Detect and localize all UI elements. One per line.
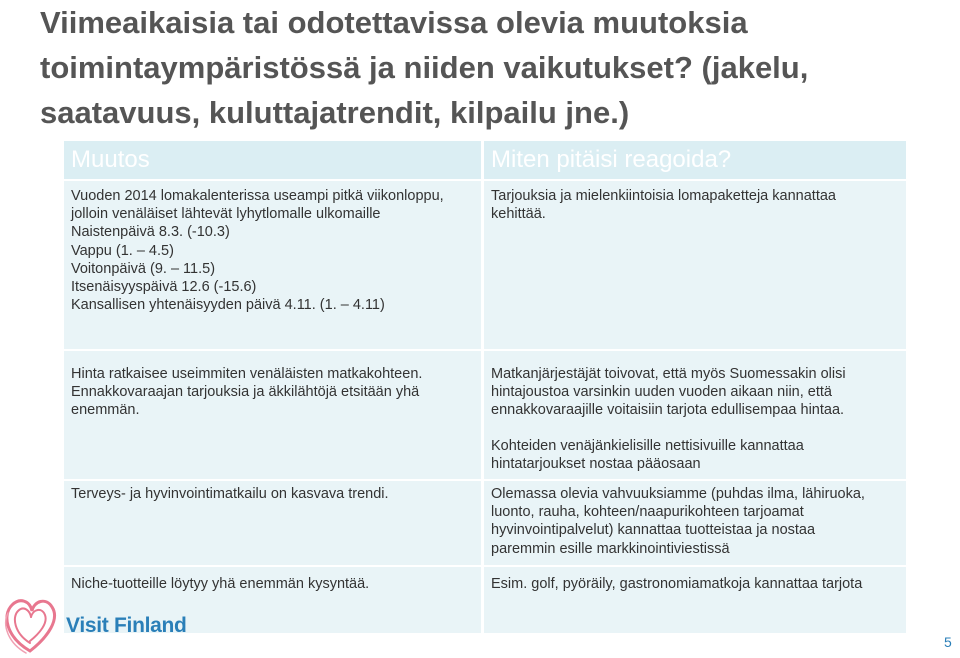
page-number: 5 [944, 634, 952, 650]
cell-line: paremmin esille markkinointiviestissä [491, 540, 730, 557]
cell-line: Naistenpäivä 8.3. (-10.3) [71, 224, 230, 241]
cell-line: Hinta ratkaisee useimmiten venäläisten matkakohteen. [71, 366, 423, 382]
table-row [64, 481, 906, 567]
cell-change [64, 351, 481, 481]
cell-line: Ennakkovaraajan tarjouksia ja äkkilähtöjä etsitään yhä [71, 384, 420, 401]
cell-reaction [481, 181, 906, 351]
cell-reaction [481, 567, 906, 635]
cell-line: Vappu (1. – 4.5) [71, 242, 174, 259]
header-muutos: Muutos [64, 141, 481, 181]
header-miten-reagoida: Miten pitäisi reagoida? [481, 141, 906, 181]
cell-reaction [481, 351, 906, 481]
slide-title [40, 0, 920, 135]
table-row [64, 181, 906, 351]
cell-line: hyvinvointipalvelut) kannattaa tuotteistaa ja nostaa [491, 522, 816, 539]
cell-line: Vuoden 2014 lomakalenterissa useampi pitkä viikonloppu, [71, 188, 444, 204]
title-line: Viimeaikaisia tai odotettavissa olevia muutoksia [40, 5, 748, 40]
cell-change [64, 181, 481, 351]
cell-line: Kohteiden venäjänkielisille nettisivuille kannattaa [491, 437, 804, 454]
cell-change [64, 481, 481, 567]
cell-line: Voitonpäivä (9. – 11.5) [71, 260, 216, 277]
cell-line: Niche-tuotteille löytyy yhä enemmän kysyntää. [71, 576, 370, 593]
cell-line: enemmän. [71, 402, 140, 419]
table-row [64, 351, 906, 481]
cell-line: luonto, rauha, kohteen/naapurikohteen tarjoamat [491, 504, 804, 521]
cell-line: Itsenäisyyspäivä 12.6 (-15.6) [71, 279, 257, 296]
cell-line: jolloin venäläiset lähtevät lyhytlomalle ulkomaille [71, 206, 381, 223]
changes-table [64, 141, 906, 635]
cell-line: Kansallisen yhtenäisyyden päivä 4.11. (1. – 4.11) [71, 297, 385, 314]
cell-line: ennakkovaraajille voitaisiin tarjota edullisempaa hintaa. [491, 402, 845, 419]
cell-line: Tarjouksia ja mielenkiintoisia lomapaketteja kannattaa [491, 188, 836, 204]
cell-reaction [481, 481, 906, 567]
paragraph-gap [491, 420, 898, 437]
title-line: saatavuus, kuluttajatrendit, kilpailu jne.) [40, 95, 630, 130]
cell-line: hintatarjoukset nostaa pääosaan [491, 455, 701, 472]
cell-line: Olemassa olevia vahvuuksiamme (puhdas ilma, lähiruoka, [491, 486, 865, 503]
cell-line: hintajoustoa varsinkin uuden vuoden aikaan niin, että [491, 384, 832, 401]
heart-swirl-icon [6, 601, 55, 653]
brand-name: Visit Finland [66, 614, 187, 637]
cell-line: Esim. golf, pyöräily, gastronomiamatkoja kannattaa tarjota [491, 576, 863, 593]
cell-line: kehittää. [491, 206, 546, 223]
title-line: toimintaympäristössä ja niiden vaikutukset? (jakelu, [40, 50, 809, 85]
cell-line: Matkanjärjestäjät toivovat, että myös Suomessakin olisi [491, 366, 846, 382]
cell-line: Terveys- ja hyvinvointimatkailu on kasvava trendi. [71, 486, 389, 503]
